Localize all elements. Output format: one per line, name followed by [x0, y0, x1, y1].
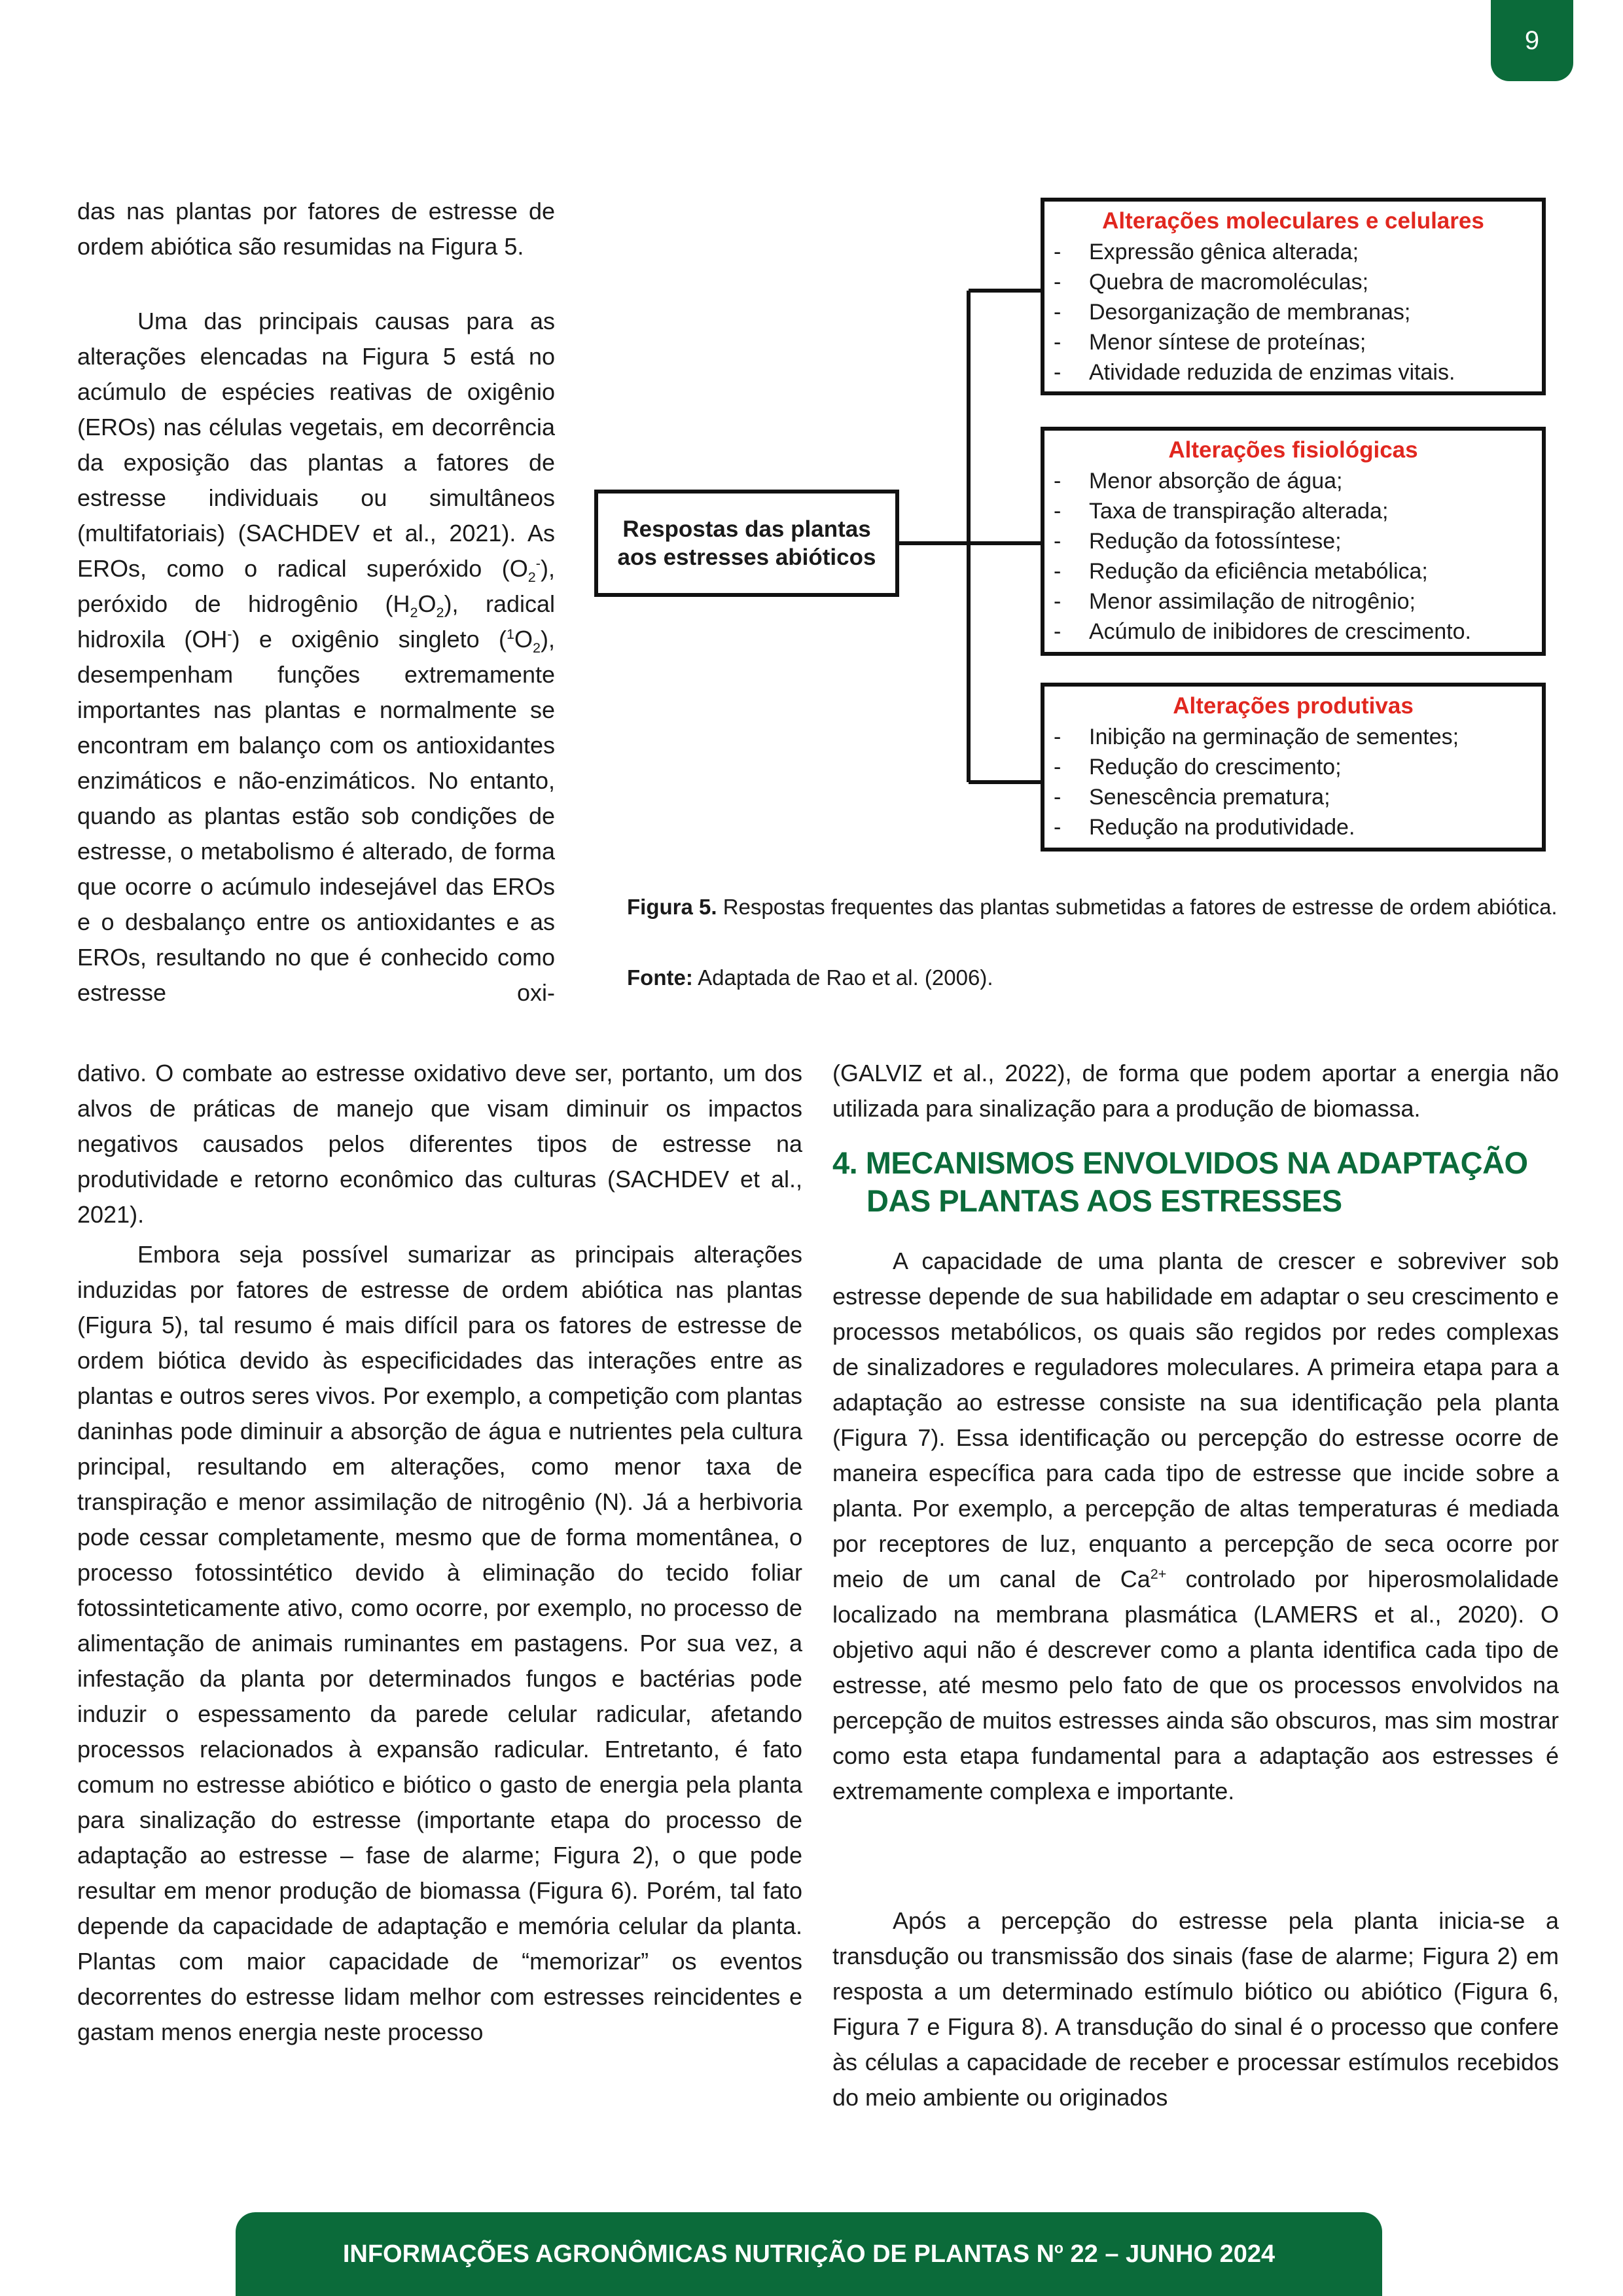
box-item: - Acúmulo de inibidores de crescimento. — [1054, 619, 1471, 644]
footer-bar — [236, 2212, 1382, 2296]
left-paragraph-1: das nas plantas por fatores de estresse de ordem abiótica são resumidas na Figura 5. — [77, 198, 555, 260]
box-item: - Menor síntese de proteínas; — [1054, 330, 1366, 355]
box-item: - Inibição na germinação de sementes; — [1054, 725, 1459, 749]
box-item: - Redução da eficiência metabólica; — [1054, 559, 1428, 584]
box-item: - Menor assimilação de nitrogênio; — [1054, 589, 1416, 614]
box-item: - Quebra de macromoléculas; — [1054, 270, 1369, 295]
section-heading: 4. MECANISMOS ENVOLVIDOS NA ADAPTAÇÃO DAS PLANTAS AOS ESTRESSES — [832, 1145, 1528, 1218]
right-paragraph-1: A capacidade de uma planta de crescer e sobreviver sob estresse depende de sua habilidade em adaptar o seu crescimento e processos metabólicos, os quais são regidos por redes complexas de sinalizadores e reguladores moleculares. A primeira etapa para a adaptação ao estresse consiste na sua identificação pela planta (Figura 7). Essa identificação ou percepção do estresse ocorre de maneira específica para cada tipo de estresse que incide sobre a planta. Por exemplo, a percepção de altas temperaturas é mediada por receptores de luz, enquanto a percepção de seca ocorre por meio de um canal de $Ca^{2+}$ controlado por hiperosmolalidade localizado na membrana plasmática (LAMERS et al., 2020). O objetivo aqui não é descrever como a planta identifica cada tipo de estresse, até mesmo pelo fato de que os processos envolvidos na percepção de muitos estresses ainda são obscuros, mas sim mostrar como esta etapa fundamental para a adaptação aos estresses é extremamente complexa e importante. — [832, 1247, 1560, 1804]
box-title: Alterações fisiológicas — [1168, 437, 1418, 463]
figure-source: Fonte: Adaptada de Rao et al. (2006). — [627, 965, 993, 990]
box-item: - Redução do crescimento; — [1054, 755, 1342, 780]
figure-box-molecular — [1041, 198, 1546, 395]
figure-caption: Figura 5. Respostas frequentes das plantas submetidas a fatores de estresse de ordem abiótica. — [627, 895, 1558, 919]
left-paragraph-3: Embora seja possível sumarizar as principais alterações induzidas por fatores de estresse de ordem abiótica nas plantas (Figura 5), tal resumo é mais difícil para os fatores de estresse de ordem biótica devido às especificidades das interações entre as plantas e outros seres vivos. Por exemplo, a competição com plantas daninhas pode diminuir a absorção de água e nutrientes pela cultura principal, resultando em alterações, como menor taxa de transpiração e menor assimilação de nitrogênio (N). Já a herbivoria pode cessar completamente, mesmo que de forma momentânea, o processo fotossintético devido à eliminação do tecido foliar fotossinteticamente ativo, como ocorre, por exemplo, no processo de alimentação de animais ruminantes em pastagens. Por sua vez, a infestação da planta por determinados fungos e bactérias pode induzir o espessamento da parede celular radicular, afetando processos relacionados à expansão radicular. Entretanto, é fato comum no estresse abiótico e biótico o gasto de energia pela planta para sinalização do estresse (importante etapa do processo de adaptação ao estresse – fase de alarme; Figura 2), o que pode resultar em menor produção de biomassa (Figura 6). Porém, tal fato depende da capacidade de adaptação e memória celular da planta. Plantas com maior capacidade de “memorizar” os eventos decorrentes do estresse lidam melhor com estresses reincidentes e gastam menos energia neste processo — [77, 1241, 802, 2045]
box-item: - Menor absorção de água; — [1054, 469, 1343, 493]
figure-box-productive — [1041, 683, 1546, 852]
box-item: - Redução da fotossíntese; — [1054, 529, 1342, 554]
figure-box-physiological — [1041, 427, 1546, 656]
left-paragraph-2: Uma das principais causas para as alterações elencadas na Figura 5 está no acúmulo de espécies reativas de oxigênio (EROs) nas células vegetais, em decorrência da exposição das plantas a fatores de estresse individuais ou simultâneos (multifatoriais) (SACHDEV et al., 2021). As EROs, como o radical superóxido $(O_2^-)$, peróxido de hidrogênio $(H_2O_2)$, radical hidroxila (OH-) e oxigênio singleto $(^1O_2)$, desempenham funções extremamente importantes nas plantas e normalmente se encontram em balanço com os antioxidantes enzimáticos e não-enzimáticos. No entanto, quando as plantas estão sob condições de estresse, o metabolismo é alterado, de forma que ocorre o acúmulo indesejável das EROs e o desbalanço entre os antioxidantes e as EROs, resultando no que é conhecido como estresse oxi- — [77, 308, 555, 1006]
footer-text: INFORMAÇÕES AGRONÔMICAS NUTRIÇÃO DE PLANTAS $N^o$ 22 – JUNHO 2024 — [342, 2238, 1275, 2268]
box-item: - Senescência prematura; — [1054, 785, 1330, 810]
page-number: 9 — [1524, 26, 1540, 55]
box-item: - Taxa de transpiração alterada; — [1054, 499, 1389, 524]
source-label: Fonte: — [627, 965, 693, 990]
caption-label: Figura 5. — [627, 895, 717, 919]
box-item: - Redução na produtividade. — [1054, 815, 1355, 840]
left-paragraph-2-continued: dativo. O combate ao estresse oxidativo deve ser, portanto, um dos alvos de práticas de manejo que visam diminuir os impactos negativos causados pelos diferentes tipos de estresse na produtividade e retorno econômico das culturas (SACHDEV et al., 2021). — [77, 1060, 802, 1228]
right-paragraph-top: (GALVIZ et al., 2022), de forma que podem aportar a energia não utilizada para sinalização para a produção de biomassa. — [832, 1060, 1559, 1122]
box-title: Alterações moleculares e celulares — [1102, 208, 1484, 234]
figure-root-label: Respostas das plantas aos estresses abióticos — [617, 516, 876, 570]
right-paragraph-2: Após a percepção do estresse pela planta inicia-se a transdução ou transmissão dos sinais (fase de alarme; Figura 2) em resposta a um determinado estímulo biótico ou abiótico (Figura 6, Figura 7 e Figura 8). A transdução do sinal é o processo que confere às células a capacidade de receber e processar estímulos recebidos do meio ambiente ou originados — [832, 1907, 1559, 2111]
box-item: - Expressão gênica alterada; — [1054, 240, 1359, 264]
box-item: - Atividade reduzida de enzimas vitais. — [1054, 360, 1455, 385]
box-item: - Desorganização de membranas; — [1054, 300, 1411, 325]
box-title: Alterações produtivas — [1173, 693, 1414, 719]
figure-root-box — [594, 490, 899, 597]
